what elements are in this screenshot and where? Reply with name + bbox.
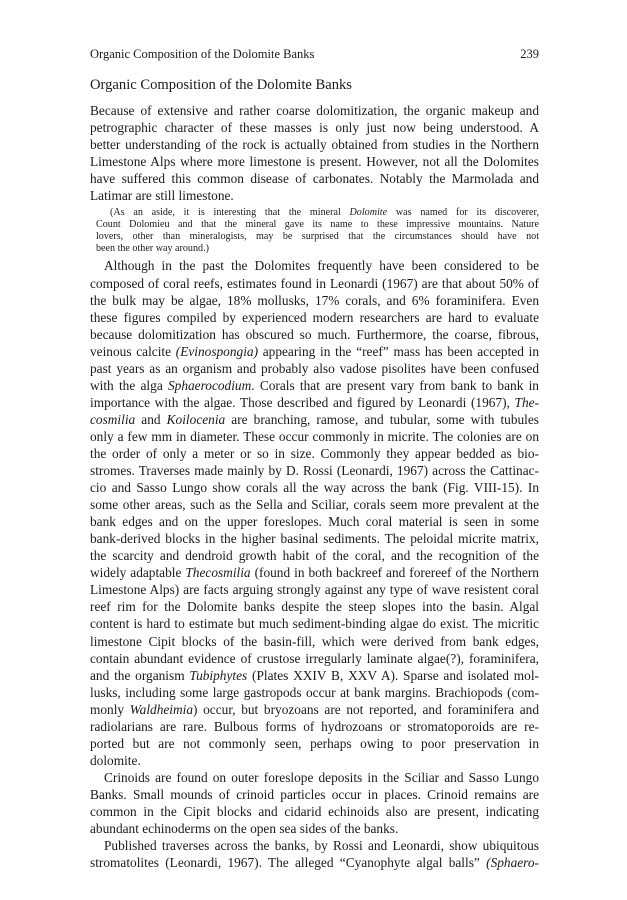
text-line: these figures compiled by experienced modern researchers are hard to evaluate [90,309,539,325]
text-line: importance with the algae. Those described and figured by Leonardi (1967), The- [90,394,539,410]
text-line: been the other way around.) [96,242,209,254]
paragraph [90,769,539,837]
text-line: stromatolites (Leonardi, 1967). The alleged “Cyanophyte algal balls” (Sphaero- [90,855,539,871]
text-line: because dolomitization has obscured so much. Furthermore, the coarse, fibrous, [90,326,539,342]
text-line: past years as an organism and probably also vadose pisolites have been confused [90,360,539,376]
text-line: content is hard to estimate but much sediment-binding algae do exist. The micritic [90,616,539,632]
text-line: have suffered this common disease of carbonates. Notably the Marmolada and [90,171,539,187]
section-heading: Organic Composition of the Dolomite Banks [90,77,352,93]
text-line: bank edges and on the upper foreslopes. Much coral material is seen in some [90,514,539,530]
text-line: ported but are not commonly seen, perhaps owing to poor preservation in [90,735,539,751]
text-line: Banks. Small mounds of crinoid particles occur in places. Crinoid remains are [90,786,539,802]
text-line: lusks, including some large gastropods occur at bank margins. Brachiopods (com- [90,684,539,700]
text-line: cosmilia and Koilocenia are branching, ramose, and tubular, some with tubules [90,411,539,427]
text-line: contain abundant evidence of crustose irregularly laminate algae(?), foraminifera, [90,650,539,666]
text-line: composed of coral reefs, estimates found in Leonardi (1967) are that about 50% of [90,275,539,291]
text-line: Latimar are still limestone. [90,188,234,204]
text-line: Crinoids are found on outer foreslope deposits in the Sciliar and Sasso Lungo [104,769,539,785]
text-line: abundant echinoderms on the open sea sides of the banks. [90,821,399,837]
text-line: only a few mm in diameter. These occur commonly in micrite. The colonies are on [90,428,539,444]
aside-note [90,204,539,257]
text-line: the bulk may be algae, 18% mollusks, 17% corals, and 6% foraminifera. Even [90,292,539,308]
text-line: lovers, other than mineralogists, may be surprised that the circumstances should have not [96,230,539,242]
text-line: monly Waldheimia) occur, but bryozoans are not reported, and foraminifera and [90,701,539,717]
text-line: veinous calcite (Evinospongia) appearing in the “reef” mass has been accepted in [90,343,539,359]
paragraph [90,837,539,871]
text-line: widely adaptable Thecosmilia (found in both backreef and forereef of the Northern [90,565,539,581]
text-line: Published traverses across the banks, by Rossi and Leonardi, show ubiquitous [104,838,539,854]
text-line: Because of extensive and rather coarse dolomitization, the organic makeup and [90,103,539,118]
page-number: 239 [520,47,539,61]
running-header-title: Organic Composition of the Dolomite Banks [90,47,315,61]
text-line: common in the Cipit blocks and cidarid echinoids also are present, indicating [90,803,539,819]
text-line: bank-derived blocks in the higher basinal sediments. The peloidal micrite matrix, [90,531,539,547]
text-line: and the organism Tubiphytes (Plates XXIV B, XXV A). Sparse and isolated mol- [90,667,539,683]
text-line: stromes. Traverses made mainly by D. Rossi (Leonardi, 1967) across the Cattinac- [90,463,539,479]
text-line: Limestone Alps) are facts arguing strongly against any type of wave resistent coral [90,582,539,598]
text-line: the scarcity and dendroid growth habit of the coral, and the recognition of the [90,548,539,564]
text-line: cio and Sasso Lungo show corals all the way across the bank (Fig. VIII-15). In [90,480,539,496]
text-line: reef rim for the Dolomite banks despite the steep slopes into the basin. Algal [90,599,539,615]
text-line: some other areas, such as the Sella and Sciliar, corals seem more prevalent at the [90,497,539,513]
text-line: petrographic character of these masses is only just now being understood. A [90,120,539,136]
text-line: Count Dolomieu and that the mineral gave its name to these impressive mountains. Nature [96,219,539,231]
text-line: radiolarians are rare. Bulbous forms of hydrozoans or stromatoporoids are re- [90,718,539,734]
body-text [90,102,539,871]
text-line: (As an aside, it is interesting that the mineral Dolomite was named for its discoverer, [110,207,539,219]
paragraph [90,102,539,204]
text-line: the order of only a meter or so in size. Commonly they appear bedded as bio- [90,445,539,461]
text-line: better understanding of the rock is actually obtained from studies in the Northern [90,137,539,153]
text-line: with the alga Sphaerocodium. Corals that are present vary from bank to bank in [90,377,539,393]
text-line: dolomite. [90,752,141,768]
text-line: Although in the past the Dolomites frequently have been considered to be [104,258,539,274]
text-line: Limestone Alps where more limestone is present. However, not all the Dolomites [90,154,539,170]
paragraph [90,257,539,768]
text-line: limestone Cipit blocks of the basin-fill, which were derived from bank edges, [90,633,539,649]
